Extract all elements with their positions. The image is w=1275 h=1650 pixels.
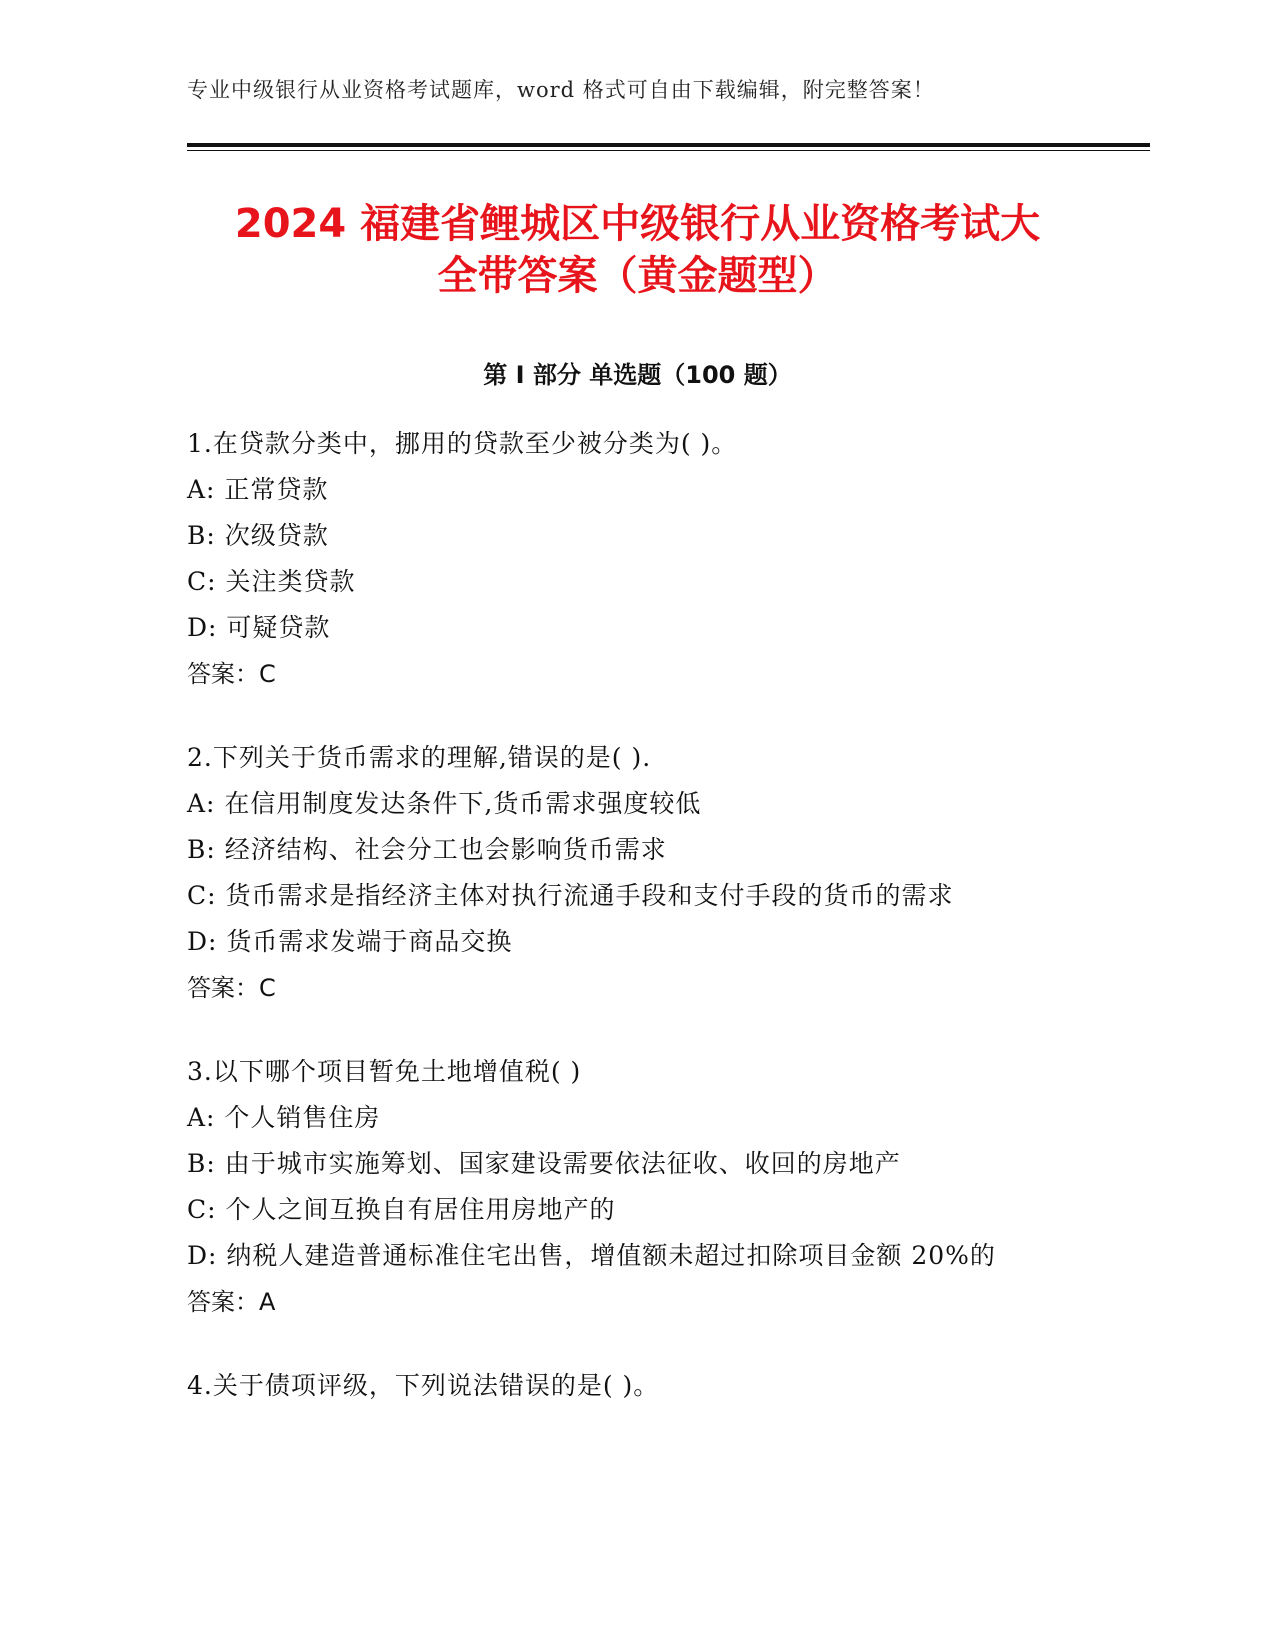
- option-c: C: 个人之间互换自有居住用房地产的: [187, 1195, 616, 1224]
- question-stem: 4.关于债项评级，下列说法错误的是( )。: [187, 1371, 660, 1400]
- answer: 答案：C: [187, 974, 276, 1002]
- option-d: D: 可疑贷款: [187, 613, 331, 642]
- question-1: [187, 421, 1087, 697]
- section-title: 第 I 部分 单选题（100 题）: [483, 361, 792, 389]
- title-line-2: 全带答案（黄金题型）: [437, 253, 838, 299]
- answer: 答案：A: [187, 1288, 276, 1316]
- option-d: D: 货币需求发端于商品交换: [187, 927, 513, 956]
- question-4: [187, 1363, 1087, 1409]
- option-b: B: 次级贷款: [187, 521, 329, 550]
- option-a: A: 在信用制度发达条件下,货币需求强度较低: [187, 789, 702, 818]
- question-2: [187, 735, 1087, 1011]
- header-note: 专业中级银行从业资格考试题库，word 格式可自由下载编辑，附完整答案！: [187, 78, 935, 102]
- question-stem: 3.以下哪个项目暂免土地增值税( ): [187, 1057, 582, 1086]
- question-3: [187, 1049, 1087, 1325]
- header-rule-thin: [187, 150, 1150, 151]
- option-b: B: 经济结构、社会分工也会影响货币需求: [187, 835, 667, 864]
- document-title: [150, 198, 1125, 302]
- option-d: D: 纳税人建造普通标准住宅出售，增值额未超过扣除项目金额 20%的: [187, 1241, 996, 1270]
- option-a: A: 个人销售住房: [187, 1103, 381, 1132]
- question-stem: 2.下列关于货币需求的理解,错误的是( ).: [187, 743, 652, 772]
- option-c: C: 货币需求是指经济主体对执行流通手段和支付手段的货币的需求: [187, 881, 954, 910]
- option-b: B: 由于城市实施筹划、国家建设需要依法征收、收回的房地产: [187, 1149, 901, 1178]
- title-line-1: 2024 福建省鲤城区中级银行从业资格考试大: [234, 201, 1041, 247]
- answer: 答案：C: [187, 660, 276, 688]
- option-a: A: 正常贷款: [187, 475, 329, 504]
- question-stem: 1.在贷款分类中，挪用的贷款至少被分类为( )。: [187, 429, 738, 458]
- header-rule-thick: [187, 143, 1150, 147]
- option-c: C: 关注类贷款: [187, 567, 356, 596]
